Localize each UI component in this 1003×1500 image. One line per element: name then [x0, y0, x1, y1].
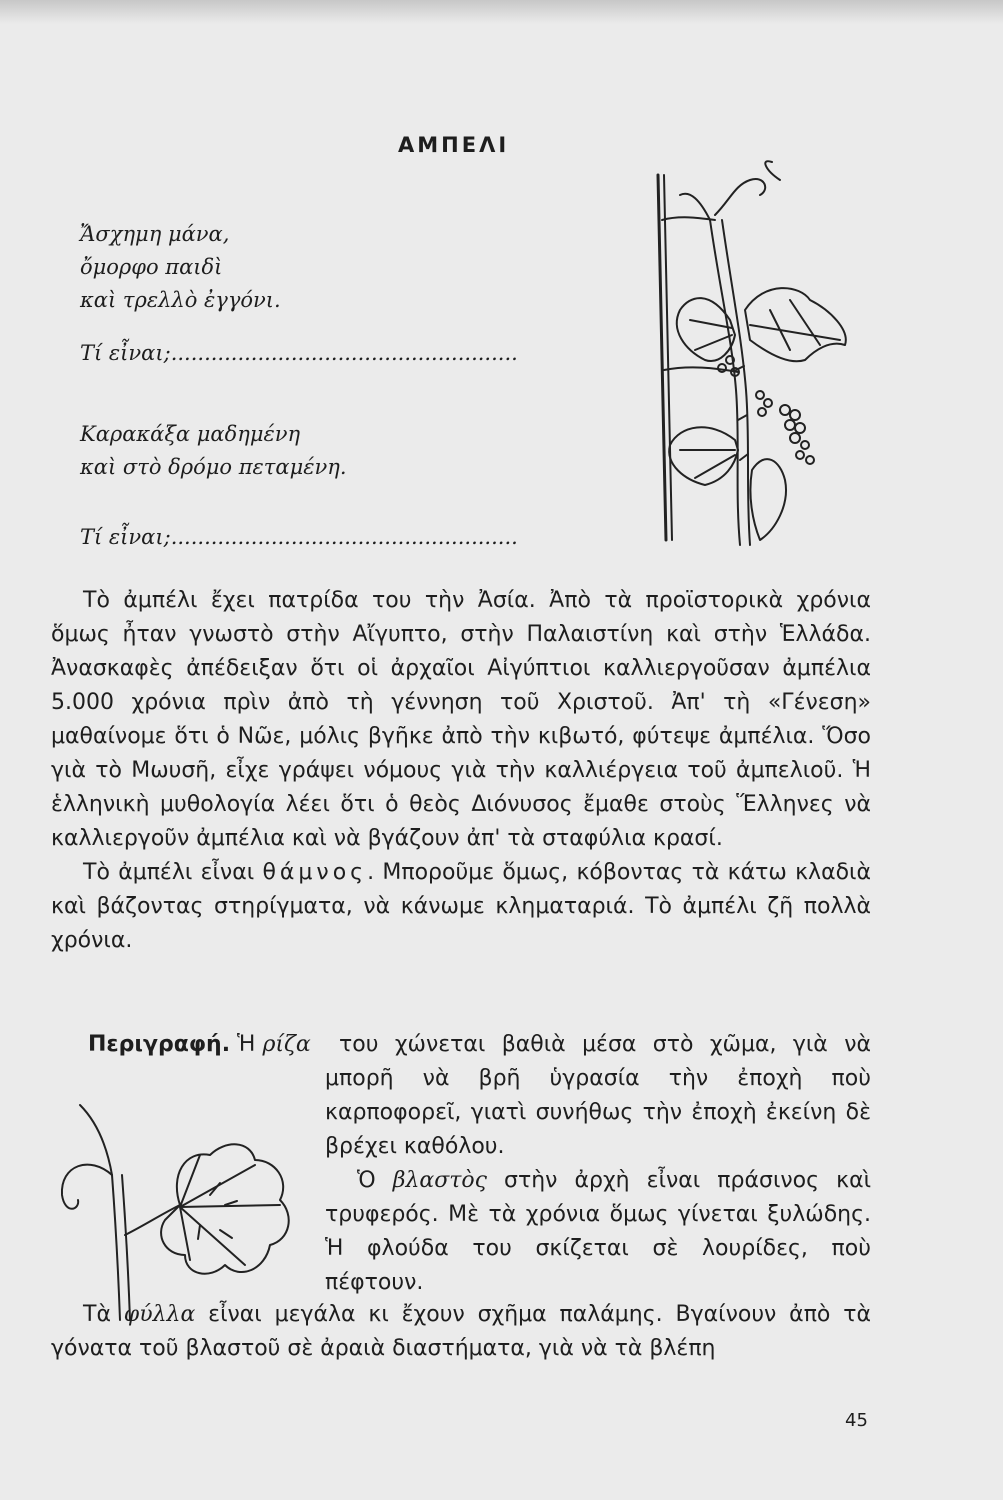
- leaves-paragraph: [51, 1298, 871, 1366]
- riddle-one-line-1: Ἄσχημη μάνα,: [80, 222, 230, 246]
- leaves-pre: Τὰ: [83, 1302, 124, 1327]
- riddle-two-answer-line: ....................................................: [170, 525, 518, 549]
- root-text: του χώνεται βαθιὰ μέσα στὸ χῶμα, γιὰ νὰ μπορῆ νὰ βρῆ ὑγρασία τὴν ἐποχὴ ποὺ καρποφορεῖ, γιατὶ συνήθως τὴν ἐποχὴ ἐκείνη δὲ βρέχει καθόλου.: [325, 1032, 871, 1159]
- history-section: [51, 584, 871, 958]
- leaves-text: εἶναι μεγάλα κι ἔχουν σχῆμα παλάμης. Βγαίνουν ἀπὸ τὰ γόνατα τοῦ βλαστοῦ σὲ ἀραιὰ διαστήματα, γιὰ νὰ τὰ βλέπη: [51, 1302, 871, 1361]
- root-pre: Ἡ: [230, 1032, 263, 1057]
- shrub-text-start: Τὸ ἀμπέλι εἶναι: [83, 860, 263, 885]
- page-edge-shadow: [0, 0, 1003, 24]
- riddle-one-line-3: καὶ τρελλὸ ἐγγόνι.: [80, 288, 281, 312]
- shoot-pre: Ὁ: [357, 1168, 393, 1193]
- riddle-one: [80, 218, 518, 370]
- page-number: 45: [845, 1410, 868, 1431]
- riddle-one-answer-line: ....................................................: [170, 341, 518, 365]
- description-heading: Περιγραφή.: [88, 1032, 231, 1057]
- shoot-paragraph: [325, 1164, 871, 1300]
- shoot-text: στὴν ἀρχὴ εἶναι πράσινος καὶ τρυφερός. Μὲ τὰ χρόνια ὅμως γίνεται ξυλώδης. Ἡ φλούδα του σκίζεται σὲ λουρίδες, ποὺ πέφτουν.: [325, 1168, 872, 1295]
- shrub-term: θάμνος: [262, 860, 368, 885]
- shoot-term: βλαστὸς: [392, 1168, 487, 1193]
- riddle-one-line-2: ὄμορφο παιδὶ: [80, 255, 223, 279]
- leaves-term: φύλλα: [123, 1302, 196, 1327]
- riddle-two-question: Τί εἶναι;: [80, 525, 171, 549]
- riddle-one-question: Τί εἶναι;: [80, 341, 171, 365]
- vine-leaf-illustration: [50, 1095, 310, 1325]
- root-paragraph: [325, 1028, 871, 1300]
- riddle-two-line-2: καὶ στὸ δρόμο πεταμένη.: [80, 455, 347, 479]
- shrub-text-rest: . Μποροῦμε ὅμως, κόβοντας τὰ κάτω κλαδιὰ καὶ βάζοντας στηρίγματα, νὰ κάνωμε κληματαριά. Τὸ ἀμπέλι ζῆ πολλὰ χρόνια.: [51, 860, 871, 953]
- history-paragraph: Τὸ ἀμπέλι ἔχει πατρίδα του τὴν Ἀσία. Ἀπὸ τὰ προϊστορικὰ χρόνια ὅμως ἦταν γνωστὸ στὴν Αἴγυπτο, στὴν Παλαιστίνη καὶ στὴν Ἑλλάδα. Ἀνασκαφὲς ἀπέδειξαν ὅτι οἱ ἀρχαῖοι Αἰγύπτιοι καλλιεργοῦσαν ἀμπέλια 5.000 χρόνια πρὶν ἀπὸ τὴ γέννηση τοῦ Χριστοῦ. Ἀπ' τὴ «Γένεση» μαθαίνομε ὅτι ὁ Νῶε, μόλις βγῆκε ἀπὸ τὴν κιβωτό, φύτεψε ἀμπέλια. Ὅσο γιὰ τὸ Μωυσῆ, εἶχε γράψει νόμους γιὰ τὴν καλλιέργεια τοῦ ἀμπελιοῦ. Ἡ ἑλληνικὴ μυθολογία λέει ὅτι ὁ θεὸς Διόνυσος ἔμαθε στοὺς Ἕλληνες νὰ καλλιεργοῦν ἀμπέλια καὶ νὰ βγάζουν ἀπ' τὰ σταφύλια κρασί.: [51, 588, 871, 851]
- root-term: ρίζα: [262, 1032, 311, 1057]
- grapevine-illustration: [640, 160, 870, 560]
- riddle-two: [80, 418, 518, 554]
- shrub-paragraph: [51, 856, 871, 958]
- riddle-two-line-1: Καρακάξα μαδημένη: [80, 422, 301, 446]
- page-title: ΑΜΠΕΛΙ: [398, 133, 510, 157]
